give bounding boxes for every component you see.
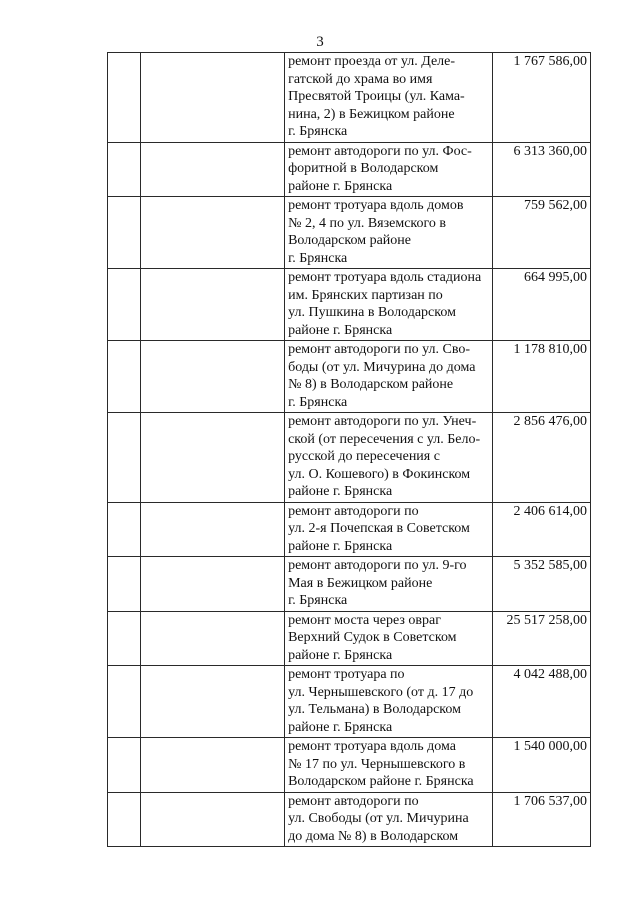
table-row — [108, 557, 591, 612]
empty-cell-number — [108, 269, 141, 341]
empty-cell-number — [108, 502, 141, 557]
work-description-cell — [285, 341, 493, 413]
work-description-line: ремонт автодороги по ул. Унеч- — [288, 414, 477, 429]
work-description-line: г. Брянска — [288, 394, 348, 410]
work-items-table-body — [108, 53, 591, 847]
work-description-line: районе г. Брянска — [288, 484, 393, 499]
empty-cell-program — [141, 738, 285, 793]
work-description-line: Володарском районе г. Брянска — [288, 774, 474, 789]
empty-cell-number — [108, 792, 141, 847]
work-description-line: форитной в Володарском — [288, 161, 439, 176]
work-description-cell — [285, 142, 493, 197]
work-description-cell — [285, 197, 493, 269]
work-description-line: ул. 2-я Почепская в Советском — [288, 521, 470, 536]
work-description-line: районе г. Брянска — [288, 322, 393, 338]
empty-cell-program — [141, 53, 285, 143]
work-description-line: ул. Тельмана) в Володарском — [288, 702, 461, 717]
table-row — [108, 269, 591, 341]
empty-cell-number — [108, 53, 141, 143]
empty-cell-program — [141, 502, 285, 557]
table-row — [108, 142, 591, 197]
work-description-line: № 8) в Володарском районе — [288, 377, 454, 392]
table-row — [108, 792, 591, 847]
work-description-line: ремонт тротуара вдоль стадиона — [288, 270, 482, 285]
work-description-cell — [285, 611, 493, 666]
work-description-line: № 2, 4 по ул. Вяземского в — [288, 215, 447, 231]
empty-cell-program — [141, 666, 285, 738]
work-description-line: ремонт тротуара по — [288, 667, 405, 682]
work-description-cell — [285, 738, 493, 793]
work-description-cell — [285, 413, 493, 503]
empty-cell-program — [141, 792, 285, 847]
work-description-line: Володарском районе — [288, 233, 411, 248]
work-description-line: г. Брянска — [288, 124, 348, 139]
amount-cell: 5 352 585,00 — [493, 557, 591, 612]
work-description-line: ул. Пушкина в Володарском — [288, 305, 456, 320]
amount-cell: 664 995,00 — [493, 269, 591, 341]
page-number: 3 — [316, 34, 324, 50]
work-description-line: ремонт автодороги по — [288, 503, 419, 519]
work-description-line: ул. Свободы (от ул. Мичурина — [288, 811, 469, 826]
work-description-line: г. Брянска — [288, 593, 348, 608]
work-description-cell — [285, 666, 493, 738]
empty-cell-number — [108, 142, 141, 197]
empty-cell-program — [141, 413, 285, 503]
amount-cell: 1 706 537,00 — [493, 792, 591, 847]
work-description-cell — [285, 792, 493, 847]
work-description-line: районе г. Брянска — [288, 538, 393, 554]
amount-cell: 2 856 476,00 — [493, 413, 591, 503]
amount-cell: 1 540 000,00 — [493, 738, 591, 793]
amount-cell: 4 042 488,00 — [493, 666, 591, 738]
work-description-line: гатской до храма во имя — [288, 71, 433, 87]
amount-cell: 1 178 810,00 — [493, 341, 591, 413]
empty-cell-number — [108, 413, 141, 503]
work-description-line: № 17 по ул. Чернышевского в — [288, 756, 466, 772]
work-description-line: ремонт автодороги по ул. Сво- — [288, 342, 471, 357]
table-row — [108, 611, 591, 666]
table-row — [108, 413, 591, 503]
empty-cell-program — [141, 142, 285, 197]
table-row — [108, 341, 591, 413]
work-description-line: ул. Чернышевского (от д. 17 до — [288, 684, 474, 700]
work-description-cell — [285, 557, 493, 612]
table-row — [108, 666, 591, 738]
empty-cell-number — [108, 611, 141, 666]
work-description-line: ремонт автодороги по ул. 9-го — [288, 558, 467, 573]
work-description-line: районе г. Брянска — [288, 647, 393, 663]
work-description-line: ремонт моста через овраг — [288, 612, 441, 628]
work-description-line: ремонт тротуара вдоль домов — [288, 198, 464, 213]
work-description-line: ул. О. Кошевого) в Фокинском — [288, 466, 471, 482]
table-row — [108, 738, 591, 793]
amount-cell: 25 517 258,00 — [493, 611, 591, 666]
table-row — [108, 502, 591, 557]
work-description-line: им. Брянских партизан по — [288, 287, 443, 303]
work-description-line: районе г. Брянска — [288, 719, 393, 735]
empty-cell-program — [141, 341, 285, 413]
amount-cell: 6 313 360,00 — [493, 142, 591, 197]
work-description-line: Верхний Судок в Советском — [288, 630, 457, 645]
empty-cell-number — [108, 557, 141, 612]
table-row — [108, 53, 591, 143]
work-description-line: ремонт автодороги по — [288, 793, 419, 809]
empty-cell-program — [141, 557, 285, 612]
empty-cell-number — [108, 738, 141, 793]
empty-cell-number — [108, 666, 141, 738]
amount-cell: 2 406 614,00 — [493, 502, 591, 557]
empty-cell-number — [108, 341, 141, 413]
work-description-cell — [285, 502, 493, 557]
work-items-table — [107, 52, 591, 847]
work-description-line: районе г. Брянска — [288, 178, 393, 194]
work-description-line: г. Брянска — [288, 250, 348, 266]
empty-cell-program — [141, 197, 285, 269]
work-description-line: до дома № 8) в Володарском — [288, 828, 459, 844]
work-description-line: Мая в Бежицком районе — [288, 575, 433, 591]
work-description-line: нина, 2) в Бежицком районе — [288, 106, 455, 122]
work-description-line: ской (от пересечения с ул. Бело- — [288, 431, 481, 447]
work-description-cell — [285, 269, 493, 341]
empty-cell-program — [141, 269, 285, 341]
work-description-line: боды (от ул. Мичурина до дома — [288, 359, 476, 375]
empty-cell-program — [141, 611, 285, 666]
work-description-cell — [285, 53, 493, 143]
amount-cell: 1 767 586,00 — [493, 53, 591, 143]
amount-cell: 759 562,00 — [493, 197, 591, 269]
work-description-line: русской до пересечения с — [288, 449, 440, 464]
work-description-line: ремонт тротуара вдоль дома — [288, 739, 456, 754]
work-description-line: Пресвятой Троицы (ул. Кама- — [288, 89, 465, 104]
empty-cell-number — [108, 197, 141, 269]
work-description-line: ремонт проезда от ул. Деле- — [288, 54, 456, 69]
work-description-line: ремонт автодороги по ул. Фос- — [288, 143, 472, 159]
table-row — [108, 197, 591, 269]
